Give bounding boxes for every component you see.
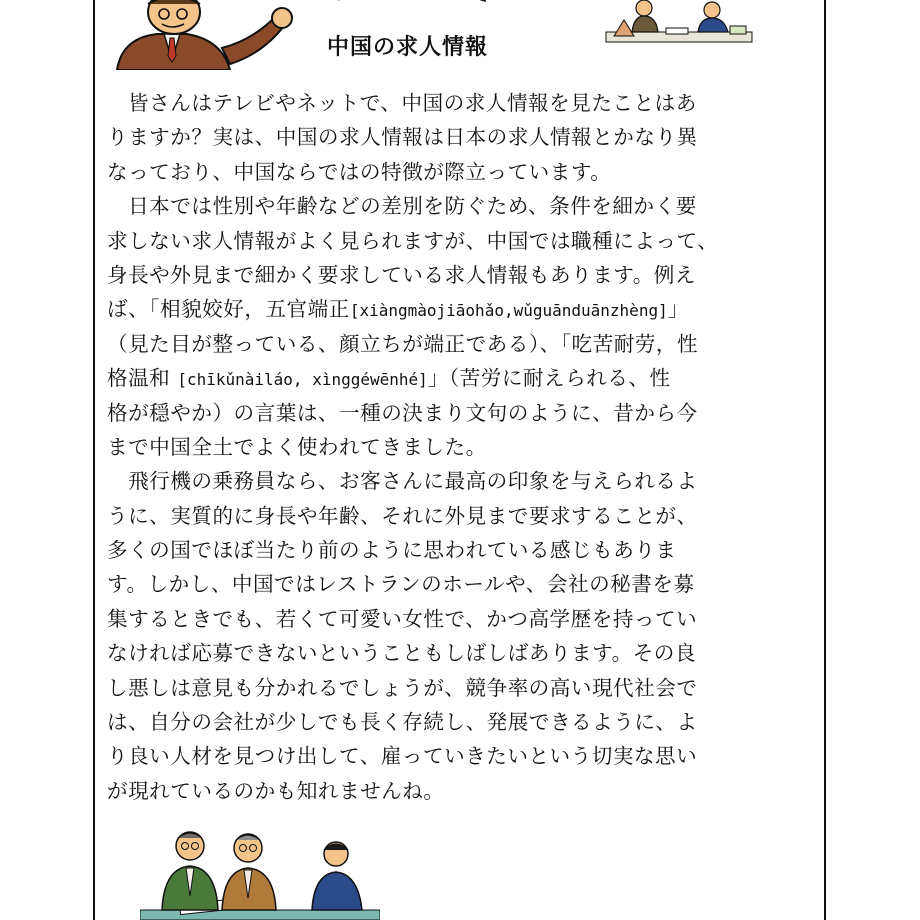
paragraph-2-line: 身長や外見まで細かく要求している求人情報もあります。例え <box>107 262 696 287</box>
paragraph-3-line: す。しかし、中国ではレストランのホールや、会社の秘書を募 <box>107 572 695 597</box>
paragraph-3-line: が現れているのかも知れませんね。 <box>107 778 445 803</box>
quote-text: ば、「相貌姣好，五官端正 <box>107 297 350 322</box>
paragraph-2-line: 日本では性別や年齢などの差別を防ぐため、条件を細かく要 <box>107 194 697 219</box>
quote-text: 格温和 <box>107 366 178 391</box>
quote-close: 」（苦労に耐えられる、性 <box>427 366 671 391</box>
page-border-right <box>824 0 826 920</box>
paragraph-3-line: し悪しは意見も分かれるでしょうが、競争率の高い現代社会で <box>107 675 698 700</box>
paragraph-3-line: なければ応募できないということもしばしばあります。その良 <box>107 641 696 666</box>
paragraph-3-line: うに、実質的に身長や年齢、それに外見まで要求することが、 <box>107 503 698 528</box>
paragraph-2-line: （見た目が整っている、顔立ちが端正である）、「吃苦耐劳，性 <box>107 331 699 356</box>
pinyin-text: [chīkǔnàiláo, xìnggéwēnhé] <box>177 370 428 390</box>
paragraph-1-line: 皆さんはテレビやネットで、中国の求人情報を見たことはあ <box>107 91 697 115</box>
article-subtitle: 中国の求人情報 <box>327 35 489 60</box>
paragraph-2-line <box>107 361 817 395</box>
paragraph-1-line: りますか？実は、中国の求人情報は日本の求人情報とかなり異 <box>107 125 698 150</box>
office-workers-illustration <box>604 0 754 46</box>
paragraph-3-line: り良い人材を見つけ出して、雇っていきたいという切実な思い <box>107 744 698 769</box>
header-title-decoration <box>310 0 490 12</box>
quote-close: 」 <box>667 297 689 322</box>
paragraph-1-line: なっており、中国ならではの特徴が際立っています。 <box>107 159 612 184</box>
paragraph-2-line: 求しない求人情報がよく見られますが、中国では職種によって、 <box>107 228 719 253</box>
paragraph-3-line: 多くの国でほぼ当たり前のように思われている感じもありま <box>107 538 677 563</box>
job-interview-illustration <box>140 826 380 920</box>
paragraph-2-line: まで中国全土でよく使われてきました。 <box>107 434 487 459</box>
pinyin-text: [xiàngmàojiāohǎo,wǔguānduānzhèng] <box>349 301 668 321</box>
paragraph-3-line: 集するときでも、若くて可愛い女性で、かつ高学歴を持ってい <box>107 606 698 631</box>
paragraph-2-line <box>107 292 817 326</box>
paragraph-3-line: は、自分の会社が少しでも長く存続し、発展できるように、よ <box>107 710 698 735</box>
paragraph-3-line: 飛行機の乗務員なら、お客さんに最高の印象を与えられるよ <box>107 469 698 494</box>
page-border-left <box>93 0 95 920</box>
article-body <box>107 86 817 808</box>
paragraph-2-line: 格が穏やか）の言葉は、一種の決まり文句のように、昔から今 <box>107 400 698 425</box>
